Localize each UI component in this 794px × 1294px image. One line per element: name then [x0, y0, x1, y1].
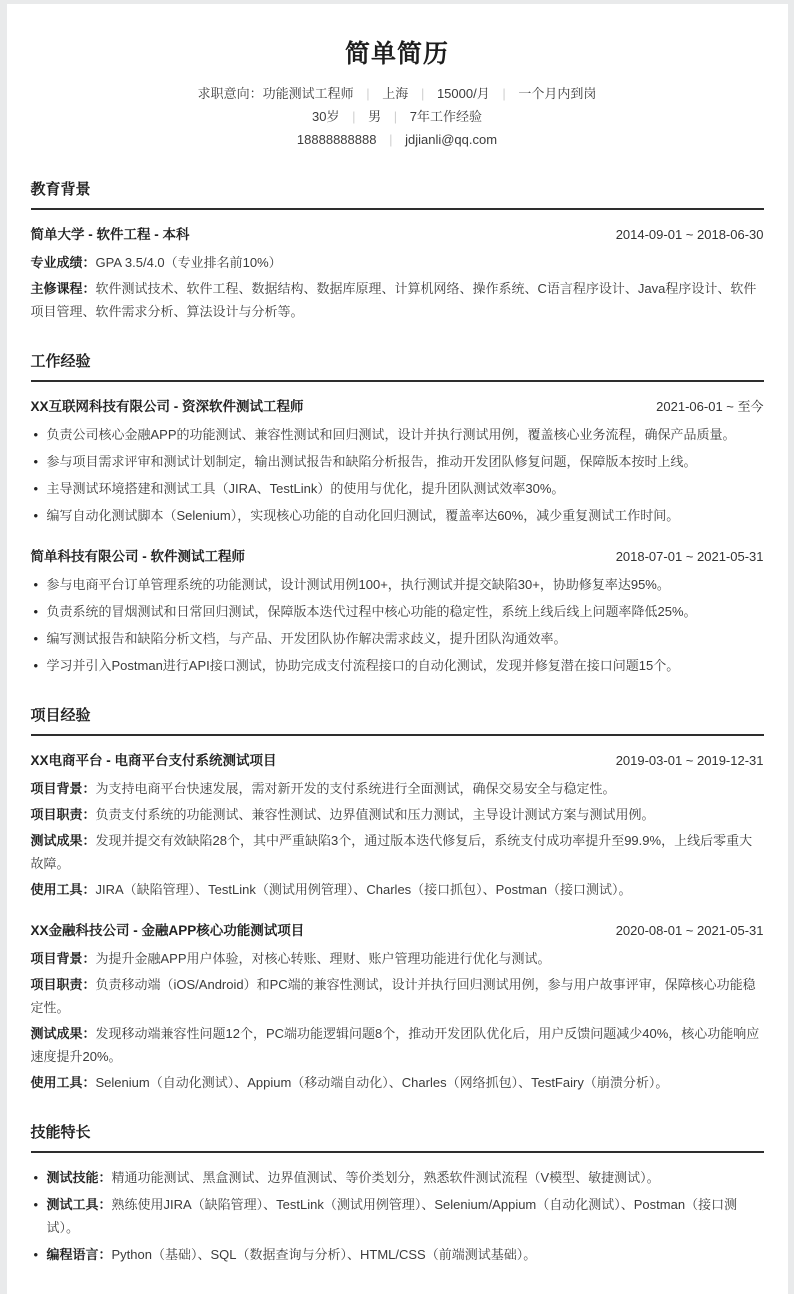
- bullet-icon: •: [33, 454, 39, 469]
- company-position-text: XX互联网科技有限公司 - 资深软件测试工程师: [30, 399, 304, 414]
- detail-label: 使用工具：: [30, 1075, 96, 1090]
- skill-text: [47, 1166, 764, 1189]
- basic-info-line: [31, 105, 764, 128]
- bullet-text: 学习并引入Postman进行API接口测试，协助完成支付流程接口的自动化测试，发现并修复潜在接口问题15个。: [46, 658, 680, 673]
- project-detail-line: [31, 1022, 764, 1068]
- skill-text: [47, 1243, 764, 1266]
- work-bullet-item: [31, 477, 764, 500]
- detail-text: 负责移动端（iOS/Android）和PC端的兼容性测试，设计并执行回归测试用例，参与用户故事评审，保障核心功能稳定性。: [30, 977, 756, 1015]
- resume-header: [31, 34, 764, 151]
- project-detail-line: [31, 1071, 764, 1094]
- detail-label: 使用工具：: [30, 882, 96, 897]
- section-work: [31, 350, 764, 677]
- work-bullet-item: [31, 504, 764, 527]
- detail-text: 熟练使用JIRA（缺陷管理）、TestLink（测试用例管理）、Selenium/Appium（自动化测试）、Postman（接口测试）。: [46, 1197, 738, 1235]
- detail-label: 项目背景：: [30, 951, 96, 966]
- work-date-range: 2021-06-01 ~ 至今: [656, 399, 764, 414]
- skill-bullet-item: [31, 1166, 764, 1189]
- work-bullet-item: [31, 450, 764, 473]
- bullet-text: 编写自动化测试脚本（Selenium），实现核心功能的自动化回归测试，覆盖率达60%，减少重复测试工作时间。: [46, 508, 680, 523]
- work-entry: [31, 545, 764, 677]
- separator-bar: |: [393, 109, 398, 124]
- education-entry: [31, 223, 764, 323]
- entry-heading-row: [31, 545, 764, 565]
- bullet-icon: •: [33, 604, 39, 619]
- detail-label: 项目背景：: [30, 781, 96, 796]
- resume-title: 简单简历: [344, 40, 449, 68]
- bullet-text: 编写测试报告和缺陷分析文档，与产品、开发团队协作解决需求歧义，提升团队沟通效率。: [46, 631, 567, 646]
- detail-text: 为支持电商平台快速发展，需对新开发的支付系统进行全面测试，确保交易安全与稳定性。: [95, 781, 616, 796]
- bullet-icon: •: [33, 481, 39, 496]
- separator-bar: |: [389, 132, 393, 147]
- intent-position: 功能测试工程师: [262, 86, 354, 101]
- section-skills: [31, 1121, 764, 1266]
- skills-bullet-list: [31, 1166, 764, 1266]
- detail-label: 项目职责：: [30, 977, 96, 992]
- project-detail-line: [31, 878, 764, 901]
- project-date-range: 2019-03-01 ~ 2019-12-31: [615, 753, 764, 768]
- separator-bar: |: [420, 86, 425, 101]
- detail-text: Python（基础）、SQL（数据查询与分析）、HTML/CSS（前端测试基础）。: [111, 1247, 537, 1262]
- bullet-icon: •: [33, 1247, 39, 1262]
- bullet-text: 负责公司核心金融APP的功能测试、兼容性测试和回归测试，设计并执行测试用例，覆盖核心业务流程，确保产品质量。: [46, 427, 736, 442]
- detail-label: 项目职责：: [30, 807, 96, 822]
- detail-text: 软件测试技术、软件工程、数据结构、数据库原理、计算机网络、操作系统、C语言程序设计、Java程序设计、软件项目管理、软件需求分析、算法设计与分析等。: [30, 281, 757, 319]
- bullet-icon: •: [33, 631, 39, 646]
- school-degree-text: 简单大学 - 软件工程 - 本科: [30, 227, 190, 242]
- bullet-text: 主导测试环境搭建和测试工具（JIRA、TestLink）的使用与优化，提升团队测试效率30%。: [46, 481, 565, 496]
- skill-bullet-item: [31, 1243, 764, 1266]
- detail-label: 测试工具：: [46, 1197, 112, 1212]
- project-detail-line: [31, 829, 764, 875]
- work-bullet-item: [31, 627, 764, 650]
- bullet-icon: •: [33, 1197, 39, 1212]
- work-bullet-list: [31, 573, 764, 677]
- intent-city: 上海: [382, 86, 409, 101]
- bullet-icon: •: [33, 1170, 39, 1185]
- bullet-icon: •: [33, 658, 39, 673]
- bullet-icon: •: [33, 427, 39, 442]
- contact-line: [31, 128, 764, 151]
- section-education: [31, 178, 764, 323]
- entry-heading-row: [31, 919, 764, 939]
- company-position-text: 简单科技有限公司 - 软件测试工程师: [30, 549, 245, 564]
- project-title-text: XX金融科技公司 - 金融APP核心功能测试项目: [30, 923, 305, 938]
- work-bullet-item: [31, 573, 764, 596]
- work-bullet-item: [31, 600, 764, 623]
- detail-label: 测试成果：: [30, 833, 96, 848]
- section-title-work: 工作经验: [31, 350, 764, 382]
- section-projects: [31, 704, 764, 1094]
- work-date-range: 2018-07-01 ~ 2021-05-31: [615, 549, 764, 564]
- skill-text: [47, 1193, 764, 1239]
- detail-text: 发现并提交有效缺陷28个，其中严重缺陷3个，通过版本迭代修复后，系统支付成功率提升至99.9%，上线后零重大故障。: [30, 833, 753, 871]
- work-bullet-item: [31, 423, 764, 446]
- bullet-text: 参与项目需求评审和测试计划制定，输出测试报告和缺陷分析报告，推动开发团队修复问题，保障版本按时上线。: [46, 454, 697, 469]
- detail-label: 专业成绩：: [30, 255, 96, 270]
- entry-heading-row: [31, 395, 764, 415]
- work-bullet-list: [31, 423, 764, 527]
- detail-text: 精通功能测试、黑盒测试、边界值测试、等价类划分，熟悉软件测试流程（V模型、敏捷测试）。: [111, 1170, 660, 1185]
- section-title-education: 教育背景: [31, 178, 764, 210]
- intent-salary: 15000/月: [436, 86, 490, 101]
- detail-text: 为提升金融APP用户体验，对核心转账、理财、账户管理功能进行优化与测试。: [95, 951, 551, 966]
- project-detail-line: [31, 947, 764, 970]
- education-date-range: 2014-09-01 ~ 2018-06-30: [615, 227, 764, 242]
- detail-text: 负责支付系统的功能测试、兼容性测试、边界值测试和压力测试，主导设计测试方案与测试用例。: [95, 807, 655, 822]
- section-title-skills: 技能特长: [31, 1121, 764, 1153]
- age-text: 30岁: [312, 109, 340, 124]
- work-bullet-item: [31, 654, 764, 677]
- detail-text: JIRA（缺陷管理）、TestLink（测试用例管理）、Charles（接口抓包）、Postman（接口测试）。: [95, 882, 632, 897]
- detail-label: 测试技能：: [46, 1170, 112, 1185]
- project-entry: [31, 919, 764, 1094]
- section-title-projects: 项目经验: [31, 704, 764, 736]
- job-intent-label: 求职意向：: [197, 86, 263, 101]
- gender-text: 男: [368, 109, 382, 124]
- skill-bullet-item: [31, 1193, 764, 1239]
- intent-availability: 一个月内到岗: [518, 86, 597, 101]
- education-detail-line: [31, 251, 764, 274]
- work-entry: [31, 395, 764, 527]
- bullet-text: 参与电商平台订单管理系统的功能测试，设计测试用例100+，执行测试并提交缺陷30+，协助修复率达95%。: [46, 577, 670, 592]
- phone-text: 18888888888: [296, 132, 377, 147]
- detail-label: 测试成果：: [30, 1026, 96, 1041]
- resume-page: [7, 4, 788, 1294]
- bullet-icon: •: [33, 508, 39, 523]
- separator-bar: |: [366, 86, 370, 101]
- bullet-text: 负责系统的冒烟测试和日常回归测试，保障版本迭代过程中核心功能的稳定性，系统上线后线上问题率降低25%。: [46, 604, 697, 619]
- project-title-text: XX电商平台 - 电商平台支付系统测试项目: [30, 753, 277, 768]
- project-date-range: 2020-08-01 ~ 2021-05-31: [615, 923, 764, 938]
- detail-text: Selenium（自动化测试）、Appium（移动端自动化）、Charles（网络抓包）、TestFairy（崩溃分析）。: [95, 1075, 669, 1090]
- bullet-icon: •: [33, 577, 39, 592]
- separator-bar: |: [502, 86, 506, 101]
- project-detail-line: [31, 973, 764, 1019]
- email-text: jdjianli@qq.com: [405, 132, 498, 147]
- detail-text: 发现移动端兼容性问题12个，PC端功能逻辑问题8个，推动开发团队优化后，用户反馈问题减少40%，核心功能响应速度提升20%。: [30, 1026, 760, 1064]
- detail-label: 主修课程：: [30, 281, 96, 296]
- project-detail-line: [31, 777, 764, 800]
- detail-label: 编程语言：: [46, 1247, 112, 1262]
- separator-bar: |: [352, 109, 356, 124]
- experience-years-text: 7年工作经验: [409, 109, 482, 124]
- entry-heading-row: [31, 223, 764, 243]
- project-entry: [31, 749, 764, 901]
- detail-text: GPA 3.5/4.0（专业排名前10%）: [95, 255, 282, 270]
- entry-heading-row: [31, 749, 764, 769]
- education-detail-line: [31, 277, 764, 323]
- project-detail-line: [31, 803, 764, 826]
- job-intent-line: [31, 82, 764, 105]
